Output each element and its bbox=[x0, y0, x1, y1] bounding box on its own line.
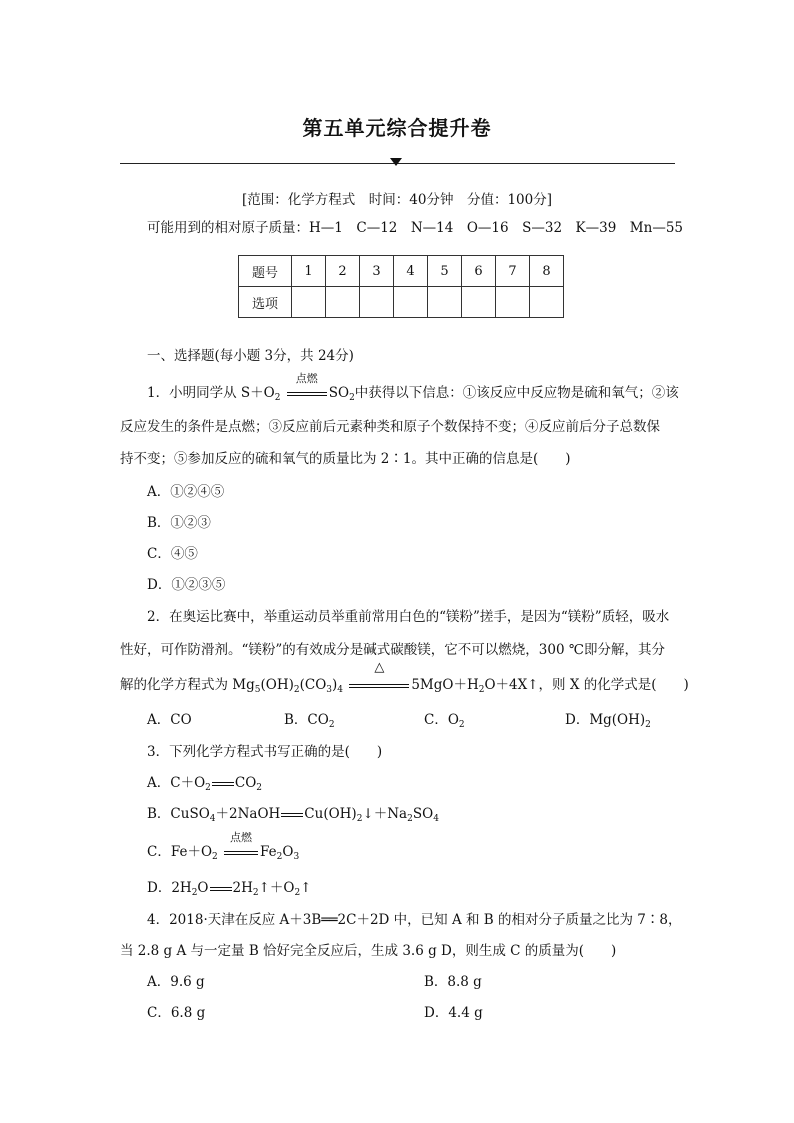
reaction-condition bbox=[287, 372, 327, 401]
q2-line2: 性好，可作防滑剂。“镁粉”的有效成分是碱式碳酸镁，它不可以燃烧，300 ℃即分解，其分 bbox=[120, 642, 665, 658]
answer-cell[interactable] bbox=[360, 287, 394, 318]
subscript: 2 bbox=[293, 685, 300, 695]
q4-option-c[interactable]: C．6.8 g bbox=[147, 1005, 206, 1021]
subscript: 5 bbox=[254, 685, 261, 695]
q4-option-a[interactable]: A．9.6 g bbox=[147, 974, 205, 990]
question-number-cell: 3 bbox=[360, 256, 394, 287]
q1-text: SO bbox=[328, 385, 350, 401]
subscript: 2 bbox=[349, 393, 355, 403]
answer-cell[interactable] bbox=[326, 287, 360, 318]
q2-option-a[interactable]: A．CO bbox=[147, 712, 192, 728]
subscript: 3 bbox=[326, 685, 333, 695]
q1-option-b[interactable]: B．①②③ bbox=[147, 515, 211, 531]
answer-cell[interactable] bbox=[394, 287, 428, 318]
answer-cell[interactable] bbox=[428, 287, 462, 318]
q2-line3 bbox=[120, 660, 689, 695]
q3-option-d[interactable]: D．$2H_2O$ $2H_2↑+O_2↑$ bbox=[147, 880, 312, 898]
q2-option-c[interactable]: C．$O_2$ bbox=[424, 712, 465, 730]
q1-option-a[interactable]: A．①②④⑤ bbox=[147, 484, 225, 500]
q2-option-d[interactable]: D．$Mg(OH)_2$ bbox=[565, 712, 651, 730]
question-number-cell: 6 bbox=[462, 256, 496, 287]
question-number-cell: 1 bbox=[292, 256, 326, 287]
q1-line1 bbox=[147, 372, 679, 403]
heat-symbol: △ bbox=[374, 660, 385, 675]
q2-text: (CO bbox=[299, 677, 327, 693]
q3-option-b[interactable]: B．CuSO$_4$＋2NaOH $Cu(OH)_2↓+Na_2SO_4$ bbox=[147, 806, 439, 824]
q2-text: ) bbox=[332, 677, 338, 693]
q1-option-c[interactable]: C．④⑤ bbox=[147, 546, 198, 562]
atomic-masses-line: 可能用到的相对原子质量：H—1 C—12 N—14 O—16 S—32 K—39 Mn—55 bbox=[147, 220, 683, 236]
q2-text: 解的化学方程式为 Mg bbox=[120, 677, 255, 693]
question-number-cell: 2 bbox=[326, 256, 360, 287]
q3-option-a[interactable]: A．$C+O_2$ $CO_2$ bbox=[147, 775, 263, 793]
table-row bbox=[239, 256, 564, 287]
answer-cell[interactable] bbox=[292, 287, 326, 318]
q1-text: 中获得以下信息：①该反应中反应物是硫和氧气；②该 bbox=[354, 385, 679, 401]
q1-line2: 反应发生的条件是点燃；③反应前后元素种类和原子个数保持不变；④反应前后分子总数保 bbox=[120, 419, 660, 435]
q2-text: (OH) bbox=[260, 677, 294, 693]
reaction-condition bbox=[349, 660, 409, 693]
q4-line1: 4．2018·天津在反应 A＋3B══2C＋2D 中，已知 A 和 B 的相对分子质量之比为 7∶8， bbox=[147, 912, 682, 928]
table-header-cell: 题号 bbox=[239, 256, 292, 287]
question-number-cell: 4 bbox=[394, 256, 428, 287]
q2-line1: 2．在奥运比赛中，举重运动员举重前常用白色的“镁粉”搓手，是因为“镁粉”质轻，吸水 bbox=[147, 609, 670, 625]
table-row bbox=[239, 287, 564, 318]
answer-cell[interactable] bbox=[530, 287, 564, 318]
q4-option-b[interactable]: B．8.8 g bbox=[424, 974, 482, 990]
q3-stem: 3．下列化学方程式书写正确的是( ) bbox=[147, 744, 383, 760]
q2-option-b[interactable]: B．$CO_2$ bbox=[284, 712, 335, 730]
page-title: 第五单元综合提升卷 bbox=[302, 116, 492, 140]
divider-ornament bbox=[390, 158, 402, 166]
section-heading: 一、选择题(每小题 3分，共 24分) bbox=[147, 348, 354, 364]
q2-text: 5MgO＋H bbox=[411, 677, 479, 693]
q3-option-c[interactable]: C．$Fe+O_2$ 点燃 $Fe_2O_3$ bbox=[147, 831, 300, 862]
answer-table bbox=[238, 255, 564, 318]
q4-line2: 当 2.8 g A 与一定量 B 恰好完全反应后，生成 3.6 g D，则生成 C 的质量为( ) bbox=[120, 943, 617, 959]
question-number-cell: 5 bbox=[428, 256, 462, 287]
subscript: 2 bbox=[274, 393, 281, 403]
table-header-cell: 选项 bbox=[239, 287, 292, 318]
q2-text: O＋4X↑，则 X 的化学式是( ) bbox=[484, 677, 689, 693]
reaction-condition bbox=[224, 831, 258, 860]
subscript: 2 bbox=[478, 685, 485, 695]
answer-cell[interactable] bbox=[496, 287, 530, 318]
question-number-cell: 7 bbox=[496, 256, 530, 287]
q1-line3: 持不变；⑤参加反应的硫和氧气的质量比为 2∶1。其中正确的信息是( ) bbox=[120, 451, 571, 467]
condition-label: 点燃 bbox=[230, 831, 253, 844]
q1-option-d[interactable]: D．①②③⑤ bbox=[147, 577, 226, 593]
q1-text: 1．小明同学从 S＋O bbox=[147, 385, 275, 401]
exam-range-line: [范围：化学方程式 时间：40分钟 分值：100分] bbox=[242, 192, 552, 208]
q4-option-d[interactable]: D．4.4 g bbox=[424, 1005, 483, 1021]
subscript: 4 bbox=[337, 685, 344, 695]
answer-cell[interactable] bbox=[462, 287, 496, 318]
condition-label: 点燃 bbox=[295, 372, 318, 385]
question-number-cell: 8 bbox=[530, 256, 564, 287]
